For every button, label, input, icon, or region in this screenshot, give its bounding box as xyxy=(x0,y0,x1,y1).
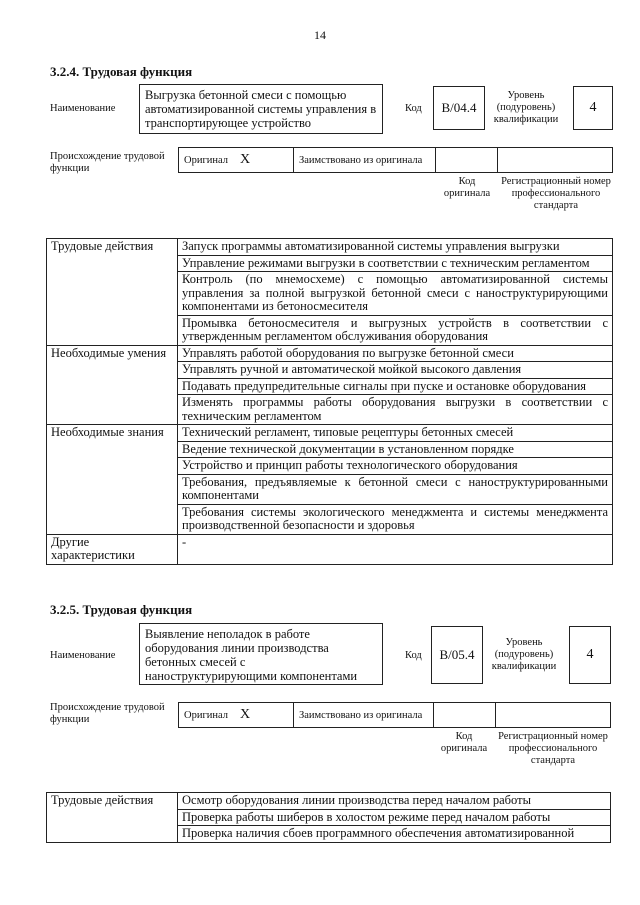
item-cell: Проверка работы шиберов в холостом режиме перед началом работы xyxy=(178,809,611,826)
item-cell: Промывка бетоносмесителя и выгрузных устройств в соответствии с утвержденным регламентом обслуживания оборудования xyxy=(178,315,613,345)
item-cell: Управление режимами выгрузки в соответствии с техническим регламентом xyxy=(178,255,613,272)
item-cell: Подавать предупредительные сигналы при пуске и остановке оборудования xyxy=(178,378,613,395)
section-title: 3.2.5. Трудовая функция xyxy=(50,602,193,617)
origin-code-cell xyxy=(436,148,498,172)
origin-code-cell xyxy=(434,703,496,727)
item-cell: Управлять ручной и автоматической мойкой высокого давления xyxy=(178,362,613,379)
code-label: Код xyxy=(405,650,422,661)
table-row xyxy=(47,345,613,362)
item-cell: Запуск программы автоматизированной системы управления выгрузки xyxy=(178,239,613,256)
origin-row xyxy=(178,147,613,173)
category-cell: Необходимые умения xyxy=(47,345,178,425)
category-cell: Необходимые знания xyxy=(47,425,178,535)
borrowed-label: Заимствовано из оригинала xyxy=(294,703,434,727)
reg-number-caption: Регистрационный номер профессионального стандарта xyxy=(498,731,608,766)
origin-label: Происхождение трудовой функции xyxy=(50,151,165,174)
level-label: Уровень (подуровень) квалификации xyxy=(493,90,559,125)
function-name-box: Выявление неполадок в работе оборудования линии производства бетонных смесей с наноструктурирующими компонентами xyxy=(139,623,383,685)
functions-table xyxy=(46,238,613,565)
function-name-box: Выгрузка бетонной смеси с помощью автоматизированной системы управления в транспортирующее устройство xyxy=(139,84,383,134)
category-cell: Другие характеристики xyxy=(47,534,178,564)
origin-code-caption: Код оригинала xyxy=(443,176,491,199)
original-mark: X xyxy=(240,152,251,167)
name-label: Наименование xyxy=(50,103,116,114)
item-cell: Требования, предъявляемые к бетонной смеси с наноструктурированными компонентами xyxy=(178,474,613,504)
item-cell: Изменять программы работы оборудования выгрузки в соответствии с техническим регламентом xyxy=(178,395,613,425)
reg-number-cell xyxy=(496,703,610,727)
reg-number-cell xyxy=(498,148,612,172)
level-box: 4 xyxy=(573,86,613,130)
original-label: Оригинал xyxy=(184,709,228,721)
category-cell: Трудовые действия xyxy=(47,793,178,843)
item-cell: Ведение технической документации в установленном порядке xyxy=(178,441,613,458)
item-cell: Осмотр оборудования линии производства перед началом работы xyxy=(178,793,611,810)
section-title: 3.2.4. Трудовая функция xyxy=(50,64,193,79)
code-label: Код xyxy=(405,103,422,114)
item-cell: Технический регламент, типовые рецептуры бетонных смесей xyxy=(178,425,613,442)
functions-table xyxy=(46,792,611,843)
origin-code-caption: Код оригинала xyxy=(440,731,488,754)
function-code-box: B/05.4 xyxy=(431,626,483,684)
original-mark: X xyxy=(240,707,251,722)
item-cell: Устройство и принцип работы технологического оборудования xyxy=(178,458,613,475)
item-cell: Управлять работой оборудования по выгрузке бетонной смеси xyxy=(178,345,613,362)
reg-number-caption: Регистрационный номер профессионального стандарта xyxy=(501,176,611,211)
item-cell: Контроль (по мнемосхеме) с помощью автоматизированной системы управления за полной выгрузкой бетонной смеси с наноструктурирующими компонентами из бетоносмесителя xyxy=(178,272,613,316)
original-label: Оригинал xyxy=(184,154,228,166)
origin-label: Происхождение трудовой функции xyxy=(50,702,165,725)
table-row xyxy=(47,534,613,564)
origin-row xyxy=(178,702,611,728)
name-label: Наименование xyxy=(50,650,116,661)
level-box: 4 xyxy=(569,626,611,684)
category-cell: Трудовые действия xyxy=(47,239,178,346)
item-cell: Проверка наличия сбоев программного обеспечения автоматизированной xyxy=(178,826,611,843)
table-row xyxy=(47,425,613,442)
table-row xyxy=(47,793,611,810)
borrowed-label: Заимствовано из оригинала xyxy=(294,148,436,172)
item-cell: Требования системы экологического менеджмента и системы менеджмента производственной безопасности и здоровья xyxy=(178,504,613,534)
page-number: 14 xyxy=(314,28,326,42)
table-row xyxy=(47,239,613,256)
function-code-box: B/04.4 xyxy=(433,86,485,130)
level-label: Уровень (подуровень) квалификации xyxy=(491,637,557,672)
item-cell: - xyxy=(178,534,613,564)
